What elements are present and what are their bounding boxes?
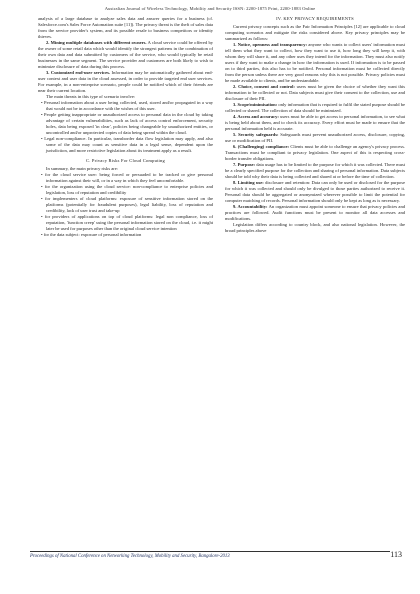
footer-text: Proceedings of National Conference on Networking Technology, Mobility and Security, Bangalore-2013 [30,554,230,559]
item-heading: 2. Choice, consent and control: [233,84,295,89]
item-text: An organization must appoint someone to ensure that privacy policies and practices are followed. Audit functions must be present to monitor all data accesses and modifications. [225,204,405,221]
right-column [225,16,405,234]
paragraph: The main threats in this type of scenario involve: [46,94,136,99]
paragraph [38,70,213,94]
bullet-item: • for implementers of cloud platforms: exposure of sensitive information stored on the platforms (potentially for fraudulent purposes), legal liability, loss of reputation and credibility, lack of user trust and take-up [41,196,213,213]
footer-rule [30,551,390,552]
item-text: only information that is required to fulfil the stated purpose should be collected or shared. The collection of data should be minimized. [225,102,406,113]
paragraph [225,42,405,84]
bullet-item: • for the cloud service user: being forced or persuaded to be tracked or give personal information against their will, or in a way in which they feel uncomfortable. [41,172,213,183]
paragraph [38,40,213,70]
item-text: disclosure and retention: Data can only be used or disclosed for the purpose for which it was collected and should only be divulged to those parties authorized to receive it. Personal data should be aggregated or anonymized wherever possible to limit the potential for computer matching of records. Personal information should only be kept as long as is necessary. [225,180,405,203]
section-heading: IV. KEY PRIVACY REQUIREMENTS [276,16,354,21]
paragraph [225,162,405,180]
left-column [38,16,213,238]
paragraph [225,114,405,132]
item-heading: 3. Customized end-user services. [46,70,111,75]
paragraph [225,102,405,114]
bullet-item: • Personal information about a user being collected, used, stored and/or propagated in a way that would not be in accordance with the wishes of this user. [41,100,213,111]
paragraph [225,204,405,222]
item-text: data usage has to be limited to the purpose for which it was collected. There must be a clearly specified purpose for the collection and sharing of personal information. Data subjects should be told why their data is being collected and shared at or before the time of collection. [225,162,405,179]
paragraph: Current privacy concepts such as the Fair Information Principles [12] are applicable to cloud computing scenarios and mitigate the risks considered above. Key privacy principles may be summarized as follows: [225,24,405,41]
item-heading: 8. Limiting use: [233,180,264,185]
item-heading: 2. Mining multiple databases with different owners. [46,40,147,45]
section-heading: C. Privacy Risks For Cloud Computing [86,158,165,163]
item-text: Clients must be able to challenge an agency's privacy process. Transactions must be compliant to privacy legislation. One aspect of this is respecting cross-border transfer obligations. [225,144,406,161]
page-number: 113 [390,550,402,559]
item-heading: 1. Notice, openness and transparency: [233,42,308,47]
item-text: A cloud service could be offered by the owner of some retail data which would identify the strongest patterns in the combination of their own data and data submitted by customers of the service, who would typically be retail businesses in the same segment. The service provider and customers are both likely to wish to minimize disclosure of data during this process. [38,40,214,69]
item-text: anyone who wants to collect users' information must tell them what they want to collect, how they want to use it, how long they will keep it, with whom they will share it, and any other uses they intend for the information. They must also notify users if they want to make a change in how the information is used. If information is to be passed on to third parties, this also has to be notified. Personal information must be collected directly from the person unless there are very good reasons why this is not possible. Privacy policies must be made available to clients, and be understandable. [225,42,405,83]
bullet-item: • Legal non-compliance. In particular, transborder data flow legislation may apply, and also some of the data may count as sensitive data in a legal sense, dependent upon the jurisdiction, and more restrictive legislation about its treatment apply as a result. [41,136,213,153]
bullet-item: • for the organization using the cloud service: non-compliance to enterprise policies and legislation, loss of reputation and credibility [41,184,213,195]
item-heading: 4. Access and accuracy: [233,114,279,119]
paragraph: analysis of a large database to analyze sales data and answer queries for a business (cf. Salesforce.com's Sales Force Automation suite [11]). The privacy threat is the theft of sales data from the service provider's system, and its possible resale to business competitors or identity thieves. [38,16,213,39]
bullet-item: • People getting inappropriate or unauthorized access to personal data in the cloud by taking advantage of certain vulnerabilities, such as lack of access control enforcement, security holes, data being exposed 'in clear', policies being changeable by unauthorized entities, or uncontrolled and/or unprotected copies of data being spread within the cloud. [41,112,213,135]
item-text: Safeguards must prevent unauthorized access, disclosure, copying, use or modification of PII. [225,132,405,143]
item-heading: 5. Security safeguards: [233,132,279,137]
paragraph [225,180,405,204]
paragraph [225,84,405,102]
paragraph [225,144,405,162]
item-heading: 9. Accountability: [233,204,268,209]
item-text: Information may be automatically gathered about end-user context and user data in the cloud assessed, in order to provide targeted end user services. For example, in a non-enterprise scenario, people could be notified which of their friends are near their current location. [38,70,214,93]
item-heading: 3. Scope/minimisation: [233,102,278,107]
paragraph: Legislation differs according to country block, and also national legislation. However, the broad principles above [225,222,405,233]
paragraph [225,132,405,144]
bullet-item: • for the data subject: exposure of personal information [41,232,142,237]
item-heading: 6. (Challenging) compliance: [233,144,290,149]
item-text: users must be able to get access to personal information, to see what is being held about them, and to check its accuracy. Every effort must be made to ensure that the personal information held is accurate. [225,114,405,131]
journal-header: Australian Journal of Wireless Technology, Mobility and Security ISSN: 2200-1875 Print, 2200-1883 Online [104,6,316,11]
item-text: users must be given the choice of whether they want this information to be collected or not. Data subjects must give their consent to the collection, use and disclosure of their PII. [225,84,405,101]
item-heading: 7. Purpose: [233,162,256,167]
paragraph: In summary, the main privacy risks are: [46,166,119,171]
bullet-item: • for providers of applications on top of cloud platforms: legal non compliance, loss of reputation, 'function creep' using the personal information stored on the cloud, i.e. it might later be used for purposes other than the original cloud service intention [41,214,213,231]
